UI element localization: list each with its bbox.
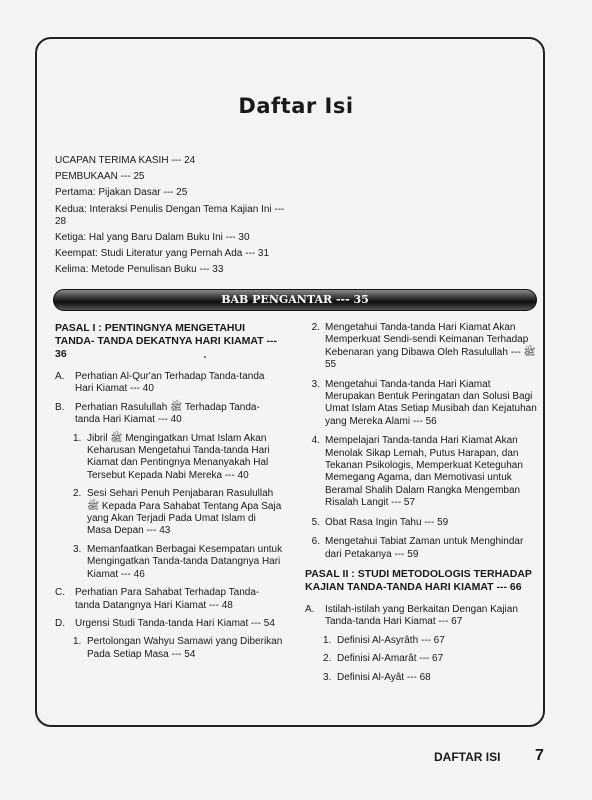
entry-marker: 6. (311, 536, 320, 548)
pasal-2-heading: PASAL II : STUDI METODOLOGIS TERHADAP KAJIAN TANDA-TANDA HARI KIAMAT --- 66 (305, 567, 532, 593)
entry-text: Istilah-istilah yang Berkaitan Dengan Kajian Tanda-tanda Hari Kiamat --- 67 (325, 603, 518, 628)
toc-entry (55, 618, 283, 630)
entry-marker: 3. (323, 671, 332, 683)
intro-list (55, 155, 295, 281)
entry-text: Mempelajari Tanda-tanda Hari Kiamat Akan Menolak Sikap Lemah, Putus Harapan, dan Tekanan Psikologis, Memperkuat Keteguhan Memegang Agama, dan Memotivasi untuk Beramal Shalih Dalam Rangka Mengemban Risalah Langit --- 57 (325, 435, 523, 509)
toc-entry (55, 371, 283, 396)
toc-entry (55, 402, 283, 427)
entry-marker: C. (55, 587, 65, 599)
entry-marker: 2. (311, 322, 320, 333)
chapter-banner (53, 289, 537, 311)
entry-text: Urgensi Studi Tanda-tanda Hari Kiamat --- 54 (75, 617, 275, 629)
entry-text: Jibril ﷺ Mengingatkan Umat Islam Akan Keharusan Mengetahui Tanda-tanda Hari Kiamat dan Pentingnya Menanyakah Hal Tersebut Kepada Nabi Mereka --- 40 (87, 432, 270, 481)
toc-subentry (305, 379, 540, 429)
chapter-banner-label: BAB PENGANTAR --- 35 (221, 293, 369, 306)
entry-marker: 2. (73, 488, 82, 500)
entry-text: Definisi Al-Amarât --- 67 (337, 653, 444, 665)
entry-marker: 3. (311, 378, 320, 390)
entry-text: Perhatian Al-Qur'an Terhadap Tanda-tanda Hari Kiamat --- 40 (75, 371, 265, 395)
entry-text: Obat Rasa Ingin Tahu --- 59 (325, 516, 449, 528)
entry-marker: D. (55, 617, 65, 629)
left-column (55, 322, 283, 667)
intro-item: UCAPAN TERIMA KASIH --- 24 (55, 155, 196, 166)
sub-list (323, 635, 540, 684)
entry-text: Perhatian Rasulullah ﷺ Terhadap Tanda-tanda Hari Kiamat --- 40 (75, 401, 260, 426)
entry-marker: 5. (311, 516, 320, 528)
toc-subentry (305, 536, 540, 561)
entry-marker: 2. (323, 653, 332, 665)
toc-entry (305, 604, 540, 629)
sub-list (73, 433, 283, 581)
entry-marker: 1. (73, 432, 82, 444)
entry-text: Pertolongan Wahyu Samawi yang Diberikan Pada Setiap Masa --- 54 (87, 636, 283, 660)
intro-item: PEMBUKAAN --- 25 (55, 171, 145, 183)
entry-text: Definisi Al-Asyrâth --- 67 (337, 634, 445, 646)
entry-text: Memanfaatkan Berbagai Kesempatan untuk Mengingatkan Tanda-tanda Datangnya Hari Kiamat --- 46 (87, 543, 283, 580)
entry-text: Mengetahui Tanda-tanda Hari Kiamat Merupakan Bentuk Peringatan dan Solusi Bagi Umat Islam Atas Setiap Musibah dan Kejatuhan yang Mereka Alami --- 56 (325, 378, 537, 427)
entry-text: Mengetahui Tabiat Zaman untuk Menghindar dari Petakanya --- 59 (325, 536, 524, 560)
pasal-1-heading: PASAL I : PENTINGNYA MENGETAHUI TANDA- TANDA DEKATNYA HARI KIAMAT --- 36 (55, 322, 278, 360)
toc-subentry (73, 544, 283, 581)
page-title: Daftar Isi (238, 94, 354, 118)
toc-subentry (323, 672, 540, 684)
toc-entry (55, 587, 283, 612)
entry-marker: 3. (73, 543, 82, 555)
toc-subentry (323, 635, 540, 647)
toc-subentry (73, 433, 283, 483)
footer-label: DAFTAR ISI (434, 750, 501, 764)
entry-marker: 1. (323, 634, 332, 646)
entry-marker: 1. (73, 636, 82, 648)
entry-marker: 4. (311, 435, 320, 447)
toc-subentry (305, 322, 540, 372)
right-column (305, 322, 540, 690)
entry-text: Mengetahui Tanda-tanda Hari Kiamat Akan Memperkuat Sendi-sendi Keimanan Terhadap Kebenaran yang Dibawa Oleh Rasulullah ﷺ --- 55 (325, 322, 536, 371)
toc-subentry (323, 653, 540, 665)
intro-item: Kelima: Metode Penulisan Buku --- 33 (55, 264, 224, 276)
entry-text: Definisi Al-Ayât --- 68 (337, 671, 431, 683)
entry-marker: B. (55, 401, 65, 413)
entry-marker: A. (305, 603, 315, 615)
entry-text: Perhatian Para Sahabat Terhadap Tanda-tanda Datangnya Hari Kiamat --- 48 (75, 587, 260, 611)
toc-subentry (73, 488, 283, 538)
toc-subentry (73, 636, 283, 661)
toc-subentry (305, 435, 540, 509)
page-number: 7 (535, 747, 544, 764)
entry-marker: A. (55, 371, 65, 382)
intro-item: Kedua: Interaksi Penulis Dengan Tema Kajian Ini --- 28 (55, 203, 285, 227)
intro-item: Pertama: Pijakan Dasar --- 25 (55, 187, 188, 199)
entry-text: Sesi Sehari Penuh Penjabaran Rasulullah ﷺ Kepada Para Sahabat Tentang Apa Saja yang Akan Terjadi Pada Umat Islam di Masa Depan --- 43 (87, 488, 282, 537)
intro-item: Ketiga: Hal yang Baru Dalam Buku Ini --- 30 (55, 232, 250, 244)
intro-item: Keempat: Studi Literatur yang Pernah Ada --- 31 (55, 248, 270, 260)
toc-subentry (305, 517, 540, 529)
sub-list (73, 636, 283, 661)
